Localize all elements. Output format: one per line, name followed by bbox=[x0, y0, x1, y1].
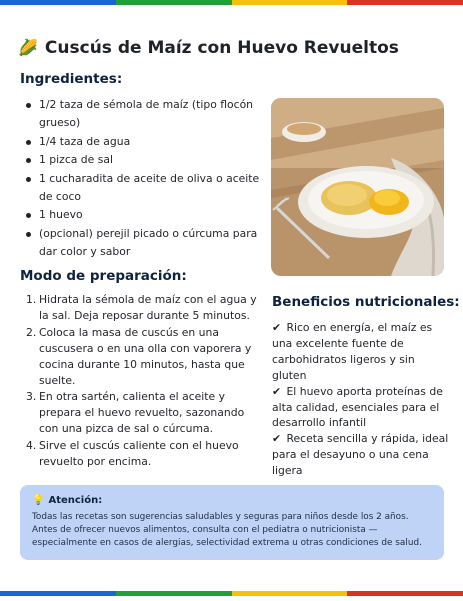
ingredient-item bbox=[20, 133, 266, 151]
benefit-item bbox=[272, 431, 452, 479]
ingredient-item bbox=[20, 170, 266, 207]
benefit-text: Receta sencilla y rápida, ideal para el desayuno o una cena ligera bbox=[272, 432, 449, 478]
bullet-icon bbox=[26, 232, 31, 237]
bullet-icon bbox=[26, 140, 31, 145]
bottom-color-stripe bbox=[0, 591, 463, 596]
step-item bbox=[20, 438, 260, 470]
stripe-green bbox=[116, 0, 232, 5]
benefits-list bbox=[272, 320, 452, 479]
corn-icon: 🌽 bbox=[18, 38, 38, 57]
stripe-yellow bbox=[232, 0, 348, 5]
checkmark-icon: ✔ bbox=[272, 384, 282, 398]
stripe-red bbox=[347, 0, 463, 5]
bullet-icon bbox=[26, 213, 31, 218]
attention-note-title: Atención: bbox=[48, 495, 103, 506]
benefit-text: Rico en energía, el maíz es una excelente fuente de carbohidratos ligeros y sin gluten bbox=[272, 321, 433, 382]
benefit-item bbox=[272, 320, 452, 384]
benefits-heading: Beneficios nutricionales: bbox=[272, 294, 460, 310]
ingredients-heading: Ingredientes: bbox=[20, 71, 123, 87]
bullet-icon bbox=[26, 103, 31, 108]
step-number: 4. bbox=[26, 439, 37, 453]
attention-note-text: Todas las recetas son sugerencias saludables y seguras para niños desde los 2 años. Antes de ofrecer nuevos alimentos, consulta con el pediatra o nutricionista — especialmente en casos de alergias, selectividad extrema u otras condiciones de salud. bbox=[32, 512, 422, 548]
bullet-icon bbox=[26, 158, 31, 163]
step-text: Sirve el cuscús caliente con el huevo revuelto por encima. bbox=[39, 439, 239, 469]
bullet-icon bbox=[26, 177, 31, 182]
attention-note-header bbox=[32, 495, 432, 506]
stripe-green bbox=[116, 591, 232, 596]
step-number: 2. bbox=[26, 325, 37, 339]
ingredients-list bbox=[20, 96, 266, 262]
ingredient-item bbox=[20, 206, 266, 224]
recipe-title-text: Cuscús de Maíz con Huevo Revueltos bbox=[44, 38, 399, 58]
benefit-text: El huevo aporta proteínas de alta calidad, esenciales para el desarrollo infantil bbox=[272, 384, 443, 430]
step-item bbox=[20, 325, 260, 389]
ingredient-text: 1/2 taza de sémola de maíz (tipo flocón grueso) bbox=[39, 98, 254, 130]
lightbulb-icon: 💡 bbox=[32, 495, 45, 506]
ingredient-item bbox=[20, 151, 266, 169]
attention-note bbox=[20, 485, 444, 560]
ingredient-text: 1 cucharadita de aceite de oliva o aceite de coco bbox=[39, 171, 260, 204]
ingredient-text: (opcional) perejil picado o cúrcuma para dar color y sabor bbox=[39, 226, 258, 259]
stripe-blue bbox=[0, 591, 116, 596]
step-text: Hidrata la sémola de maíz con el agua y la sal. Deja reposar durante 5 minutos. bbox=[39, 293, 257, 322]
ingredient-text: 1 pizca de sal bbox=[39, 153, 113, 167]
top-color-stripe bbox=[0, 0, 463, 5]
checkmark-icon: ✔ bbox=[272, 432, 282, 446]
dish-photo bbox=[271, 98, 444, 276]
stripe-yellow bbox=[232, 591, 348, 596]
recipe-title bbox=[18, 38, 399, 58]
preparation-heading: Modo de preparación: bbox=[20, 268, 187, 284]
ingredient-text: 1 huevo bbox=[39, 208, 83, 222]
step-item bbox=[20, 389, 260, 437]
checkmark-icon: ✔ bbox=[272, 321, 282, 334]
benefit-item bbox=[272, 384, 452, 432]
stripe-red bbox=[347, 591, 463, 596]
preparation-steps bbox=[20, 292, 260, 471]
step-number: 3. bbox=[26, 390, 37, 404]
step-item bbox=[20, 292, 260, 324]
step-text: En otra sartén, calienta el aceite y prepara el huevo revuelto, sazonando con una pizca de sal o cúrcuma. bbox=[39, 390, 245, 436]
ingredient-item bbox=[20, 96, 266, 133]
ingredient-text: 1/4 taza de agua bbox=[39, 134, 131, 148]
step-number: 1. bbox=[26, 293, 37, 306]
step-text: Coloca la masa de cuscús en una cuscusera o en una olla con vaporera y cocina durante 10 minutos, hasta que suelte. bbox=[39, 325, 252, 387]
stripe-blue bbox=[0, 0, 116, 5]
ingredient-item bbox=[20, 225, 266, 262]
